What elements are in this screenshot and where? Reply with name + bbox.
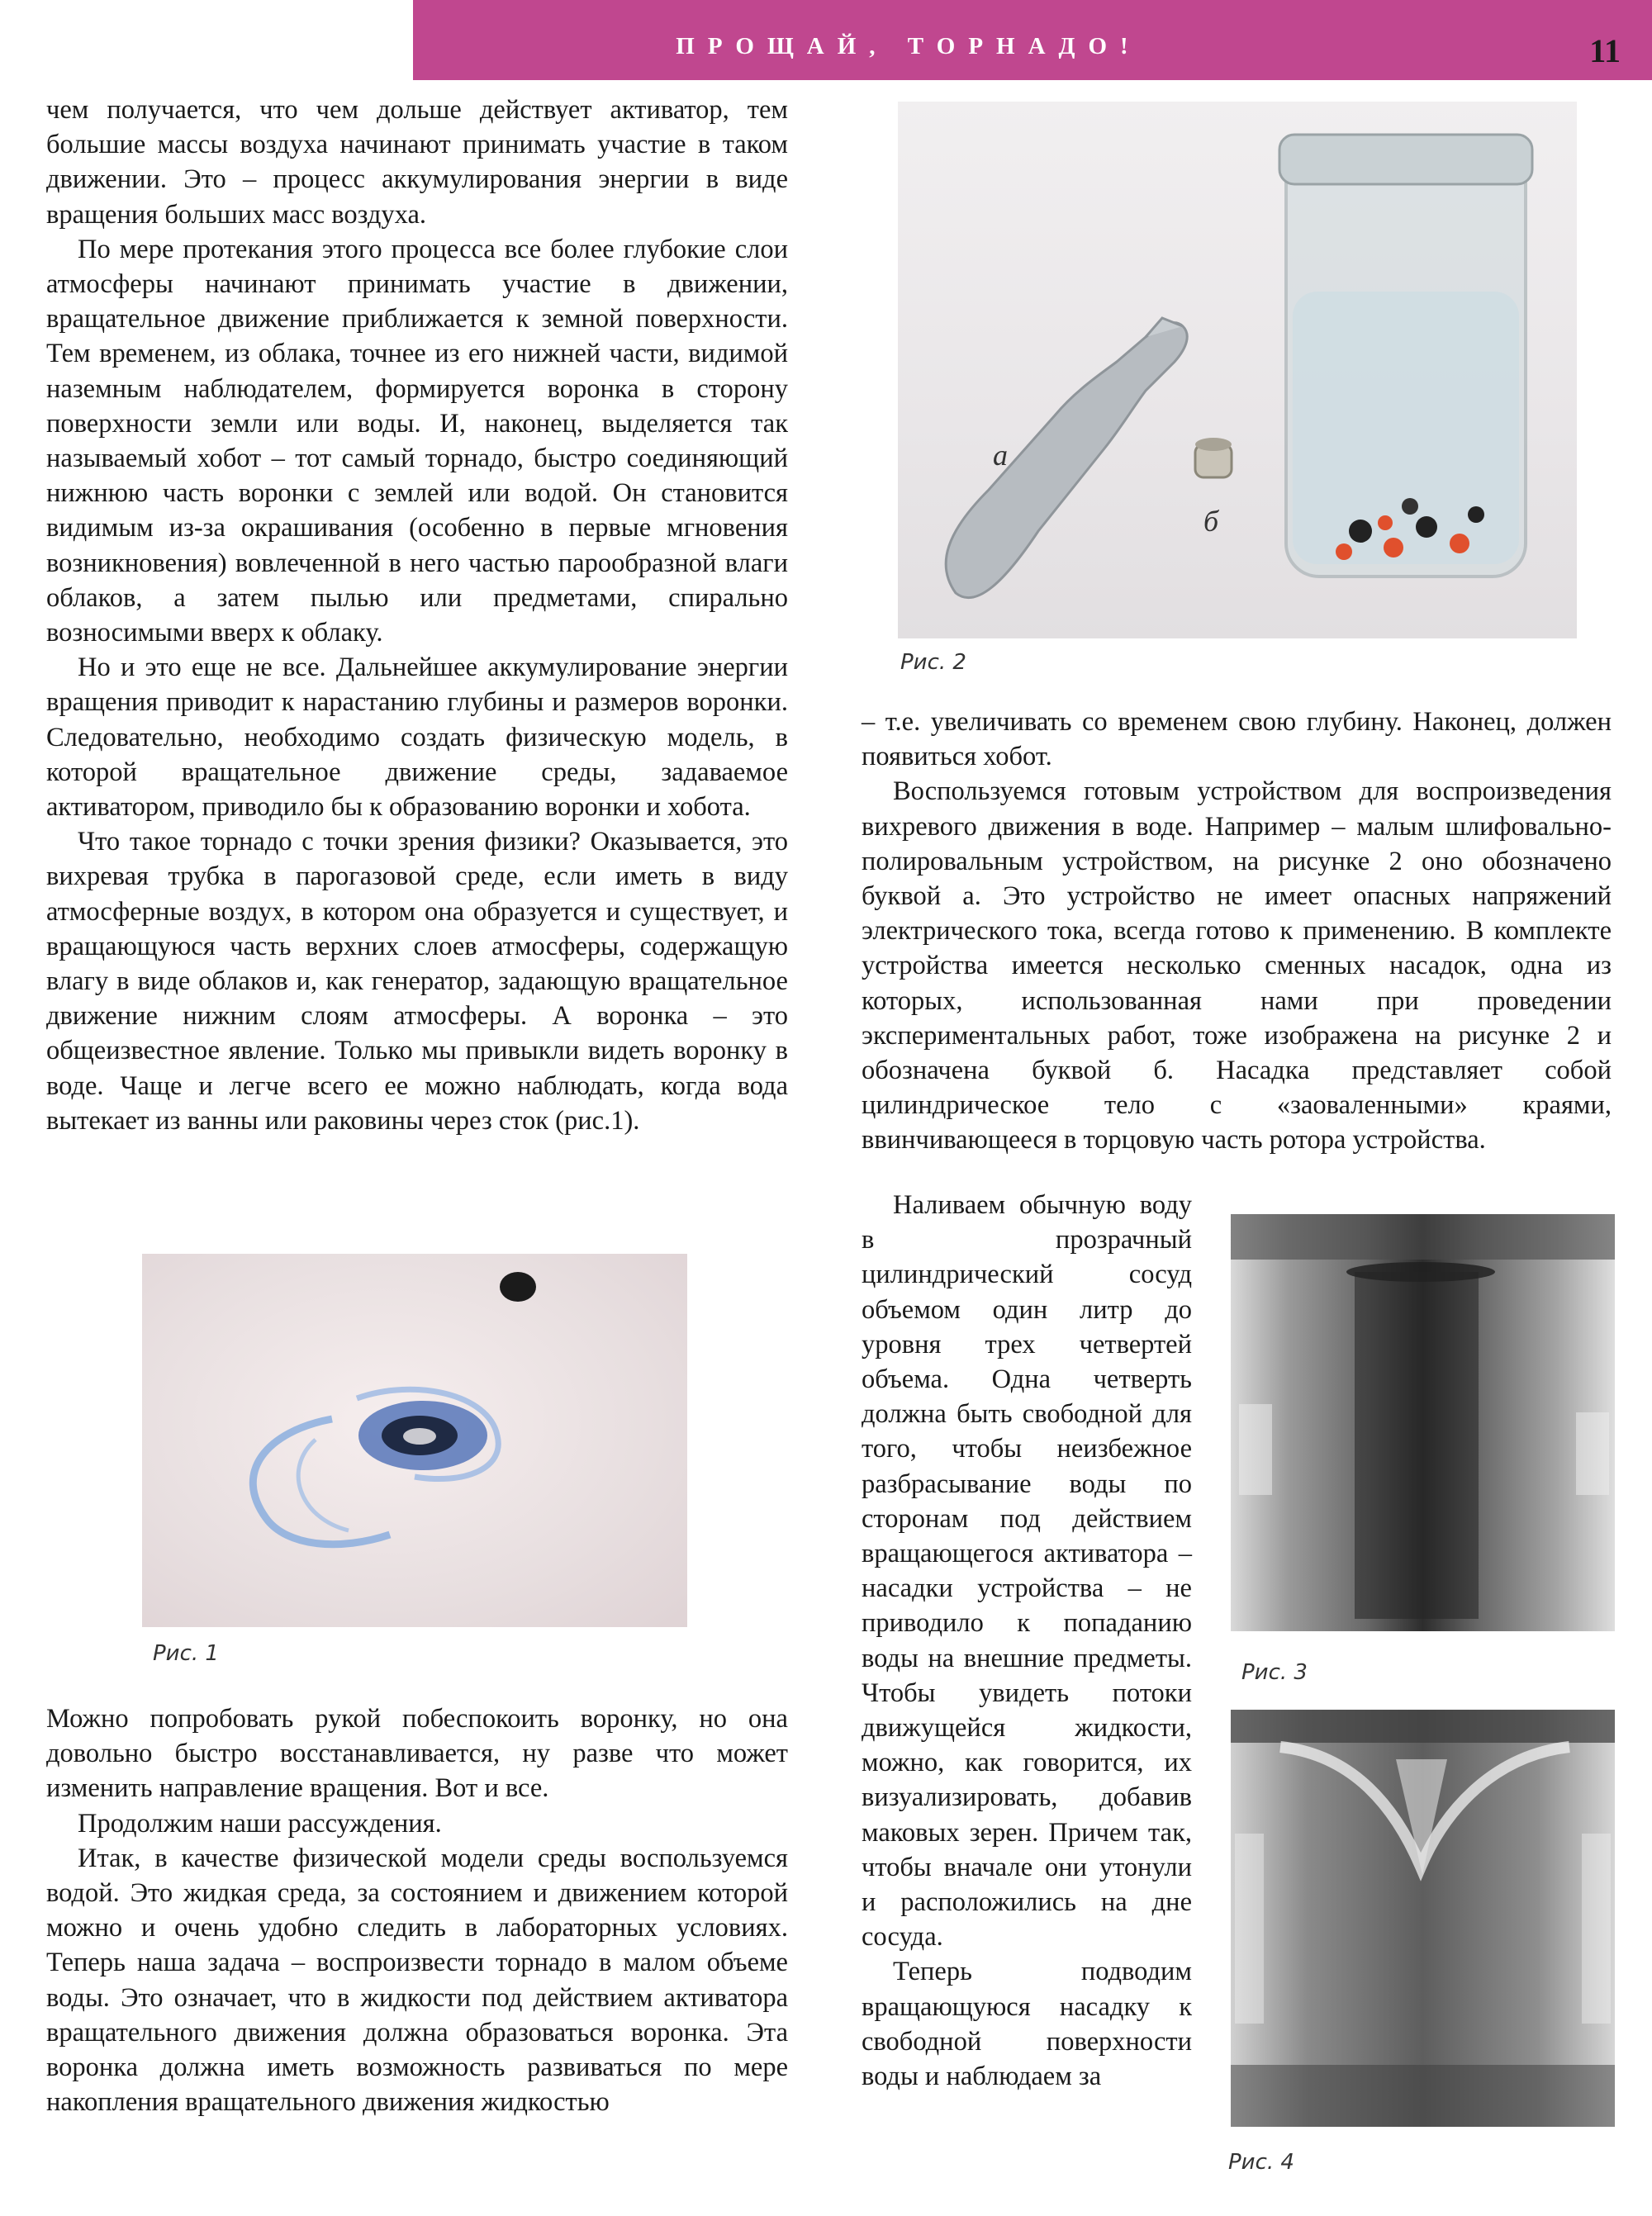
figure-3-photo bbox=[1231, 1214, 1615, 1631]
paragraph: По мере протекания этого процесса все более глубокие слои атмосферы начинают принимать участие в движении, вращательное движение приближается к земной поверхности. Тем временем, из облака, точнее из его нижней части, видимой наземным наблюдателем, формируется воронка в сторону поверхности земли или воды. И, наконец, выделяется так называемый хобот – тот самый торнадо, быстро соединяющий нижнюю часть воронки с землей или водой. Он становится видимым из-за окрашивания (особенно в первые мгновения возникновения) вовлеченной в него частью парообразной влаги облаков, а затем пылью или предметами, спирально возносимыми вверх к облаку. bbox=[46, 234, 788, 648]
figure-1-caption: Рис. 1 bbox=[153, 1641, 219, 1666]
column-1-top-text bbox=[46, 93, 788, 1138]
sink-drain-vortex-photo bbox=[142, 1254, 687, 1627]
paragraph: Что такое торнадо с точки зрения физики? Оказывается, это вихревая трубка в парогазовой среде, если иметь в виду атмосферные воздух, в котором она образуется и существует, и вращающуюся часть верхних слоев атмосферы, содержащую влагу в виде облаков и, как генератор, задающую вращательное движение нижним слоям атмосферы. А воронка – это общеизвестное явление. Только мы привыкли видеть воронку в воде. Чаще и легче всего ее можно наблюдать, когда вода вытекает из ванны или раковины через сток (рис.1). bbox=[46, 827, 788, 1136]
figure-4-photo bbox=[1231, 1710, 1615, 2127]
column-1-bottom-text bbox=[46, 1701, 788, 2119]
polishing-device-and-jar-photo bbox=[898, 102, 1577, 638]
page-number: 11 bbox=[1589, 32, 1621, 69]
column-2-wrapped-text bbox=[862, 1188, 1192, 2094]
paragraph: чем получается, что чем дольше действует активатор, тем большие массы воздуха начинают принимать участие в таком движении. Это – процесс аккумулирования энергии в виде вращения больших масс воздуха. bbox=[46, 95, 788, 230]
paragraph: Теперь подводим вращающуюся насадку к свободной поверхности воды и наблюдаем за bbox=[862, 1957, 1192, 2092]
figure-2-label-b: б bbox=[1203, 505, 1219, 538]
column-2-top-text bbox=[862, 705, 1612, 1158]
figure-4-caption: Рис. 4 bbox=[1228, 2150, 1294, 2175]
running-title: ПРОЩАЙ, ТОРНАДО! bbox=[676, 33, 1142, 59]
paragraph: Продолжим наши рассуждения. bbox=[78, 1808, 442, 1839]
paragraph: – т.е. увеличивать со временем свою глубину. Наконец, должен появиться хобот. bbox=[862, 707, 1612, 772]
header-bar bbox=[413, 0, 1652, 80]
paragraph: Наливаем обычную воду в прозрачный цилиндрический сосуд объемом один литр до уровня трех четвертей объема. Одна четверть должна быть свободной для того, чтобы неизбежное разбрасывание воды по сторонам под действием вращающегося активатора – насадки устройства – не приводило к попаданию воды на внешние предметы. Чтобы увидеть потоки движущейся жидкости, можно, как говорится, их визуализировать, добавив маковых зерен. Причем так, чтобы вначале они утонули и расположились на дне сосуда. bbox=[862, 1190, 1192, 1953]
figure-2-photo bbox=[898, 102, 1577, 638]
paragraph: Можно попробовать рукой побеспокоить воронку, но она довольно быстро восстанавливается, ну разве что может изменить направление вращения. Вот и все. bbox=[46, 1704, 788, 1804]
paragraph: Но и это еще не все. Дальнейшее аккумулирование энергии вращения приводит к нарастанию глубины и размеров воронки. Следовательно, необходимо создать физическую модель, в которой вращательное движение среды, задаваемое активатором, приводило бы к образованию воронки и хобота. bbox=[46, 652, 788, 823]
paragraph: Воспользуемся готовым устройством для воспроизведения вихревого движения в воде. Например – малым шлифовально-полировальным устройством, на рисунке 2 оно обозначено буквой а. Это устройство не имеет опасных напряжений электрического тока, всегда готово к применению. В комплекте устройства имеется несколько сменных насадок, одна из которых, использованная нами при проведении экспериментальных работ, тоже изображена на рисунке 2 и обозначена буквой б. Насадка представляет собой цилиндрическое тело с «заоваленными» краями, ввинчивающееся в торцовую часть ротора устройства. bbox=[862, 776, 1612, 1155]
figure-3-caption: Рис. 3 bbox=[1241, 1660, 1308, 1685]
figure-1-photo bbox=[142, 1254, 687, 1627]
figure-2-label-a: а bbox=[993, 439, 1008, 472]
paragraph: Итак, в качестве физической модели среды воспользуемся водой. Это жидкая среда, за состоянием и движением которой можно и очень удобно следить в лабораторных условиях. Теперь наша задача – воспроизвести торнадо в малом объеме воды. Это означает, что в жидкости под действием активатора вращательного движения должна образоваться воронка. Эта воронка должна иметь возможность развиваться по мере накопления вращательного движения жидкостью bbox=[46, 1843, 788, 2118]
funnel-jar-photo bbox=[1231, 1710, 1615, 2127]
vortex-jar-photo bbox=[1231, 1214, 1615, 1631]
figure-2-caption: Рис. 2 bbox=[900, 650, 966, 675]
